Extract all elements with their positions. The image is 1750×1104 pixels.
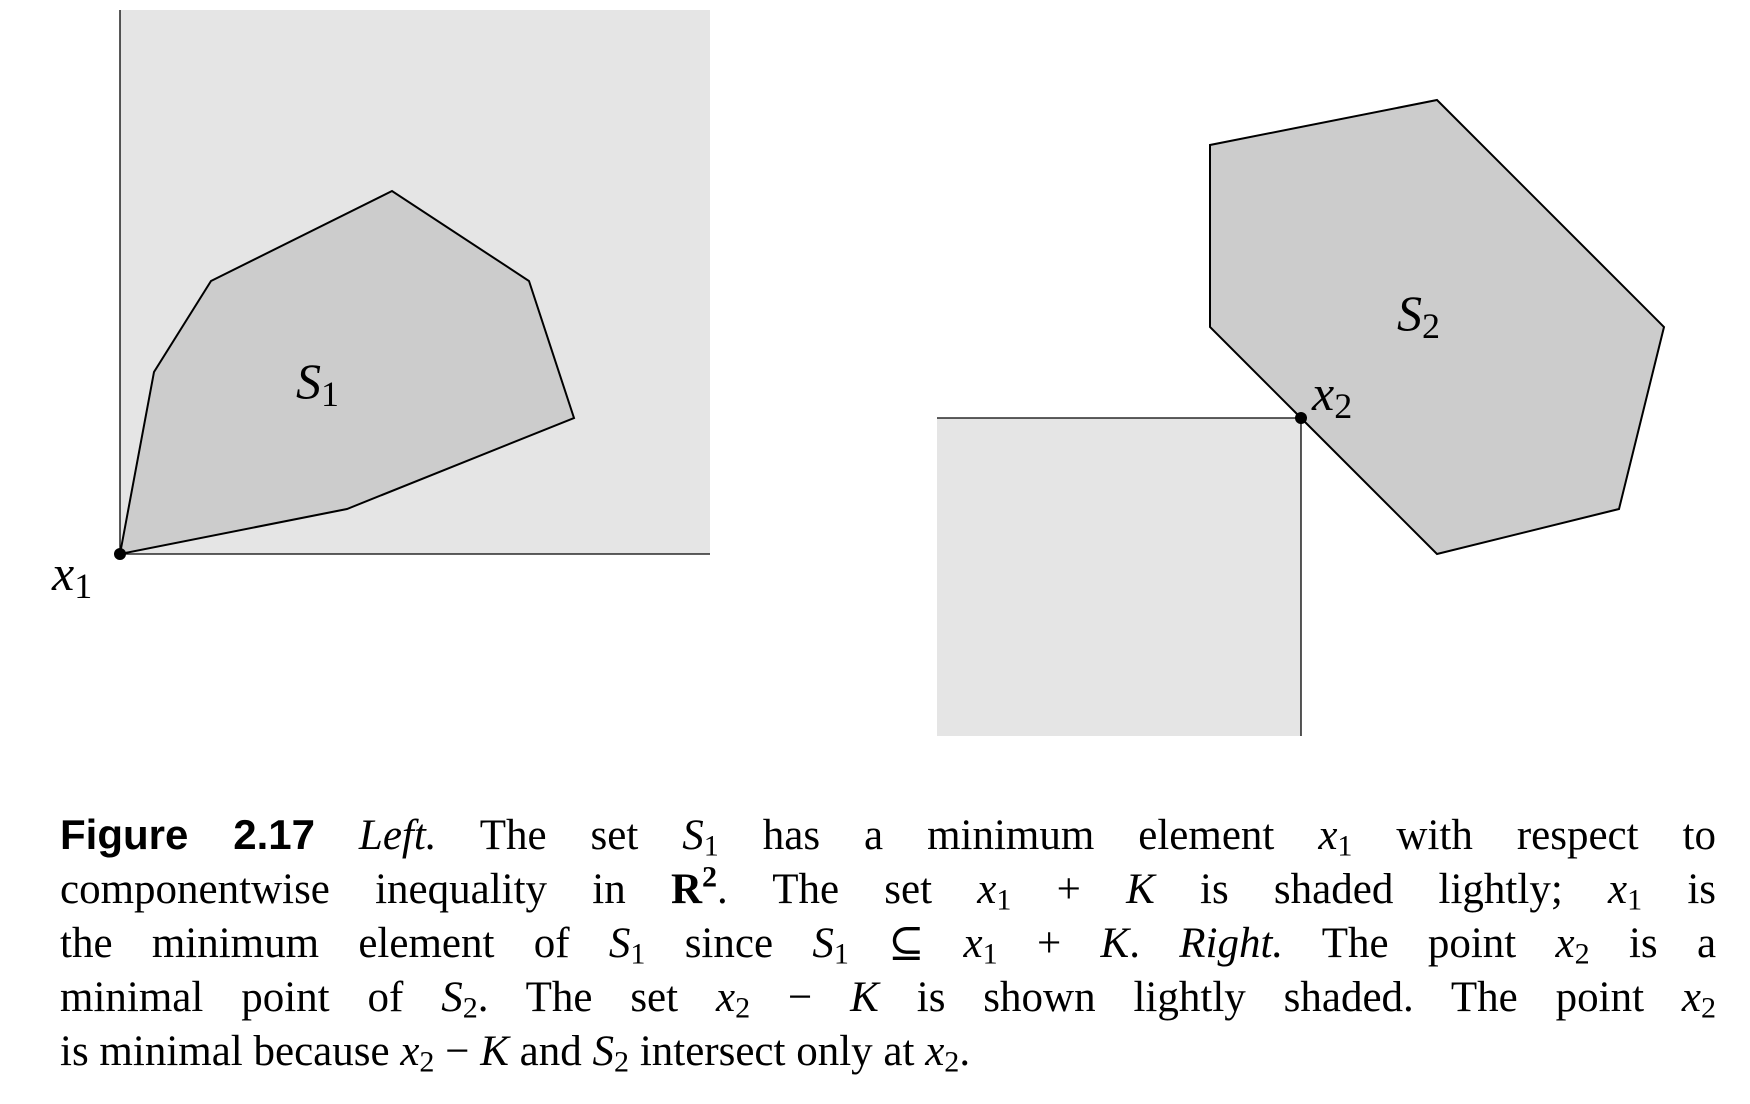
caption-text: is a [1628, 920, 1717, 967]
caption-text: since [684, 920, 774, 967]
math-minus: − [788, 974, 813, 1021]
math-x: x [925, 1028, 945, 1075]
math-x2 [1555, 920, 1590, 971]
caption-text: The set [479, 812, 639, 859]
caption-text: The point [1321, 920, 1517, 967]
caption-text: is [1687, 866, 1717, 913]
math-sub: 1 [1337, 828, 1353, 863]
math-K-end [1101, 920, 1140, 967]
math-x1 [1318, 812, 1353, 863]
math-sub: 1 [833, 936, 849, 971]
math-S2 [592, 1028, 630, 1079]
math-sub: 2 [735, 990, 751, 1025]
math-sub: 1 [982, 936, 998, 971]
math-S1 [608, 920, 646, 971]
point-x2-label-base: x [1312, 365, 1335, 421]
math-subseteq: ⊆ [888, 920, 925, 967]
math-K: K [1100, 920, 1130, 967]
math-S: S [608, 920, 631, 967]
math-K: K [1126, 866, 1155, 913]
caption-text: the minimum element of [60, 920, 570, 967]
x2-minus-K-shaded-region [937, 418, 1301, 736]
set-S2-label-base: S [1397, 285, 1422, 341]
figure-caption [60, 808, 1716, 1079]
math-x: x [1555, 920, 1575, 967]
math-S: S [441, 974, 463, 1021]
math-plus: + [1056, 866, 1081, 913]
caption-text: minimal point of [60, 974, 404, 1021]
caption-text: has a minimum element [762, 812, 1275, 859]
caption-line-2 [60, 859, 1717, 917]
point-x2-label-sub: 2 [1334, 386, 1353, 426]
math-x2 [715, 974, 751, 1025]
math-x: x [715, 974, 736, 1021]
math-x: x [1318, 812, 1338, 859]
math-S: S [682, 812, 704, 859]
caption-text: with respect to [1396, 812, 1716, 859]
caption-period: . [959, 1028, 971, 1075]
caption-left-tag: Left. [358, 812, 437, 859]
math-sub: 2 [419, 1044, 435, 1079]
math-x2 [400, 1028, 435, 1079]
caption-right-tag: Right. [1179, 920, 1284, 967]
point-x2-dot [1295, 412, 1307, 424]
math-S1 [812, 920, 849, 971]
caption-text: componentwise inequality in [60, 866, 626, 913]
math-S: S [812, 920, 834, 967]
math-sub: 1 [703, 828, 719, 863]
math-S: S [592, 1028, 615, 1075]
caption-text: . The set [717, 866, 933, 913]
math-x2 [925, 1028, 960, 1079]
right-panel [937, 100, 1664, 736]
math-sup: 2 [702, 859, 718, 894]
math-x: x [1681, 974, 1702, 1021]
math-x: x [1608, 866, 1628, 913]
math-x: x [400, 1028, 420, 1075]
math-R-letter: R [670, 866, 702, 913]
math-R [670, 859, 718, 913]
math-K: K [850, 974, 879, 1021]
set-S2-label-sub: 2 [1422, 306, 1440, 346]
point-x1-dot [114, 548, 126, 560]
math-x2 [1681, 974, 1717, 1025]
caption-line-3 [60, 917, 1716, 971]
math-sub: 2 [1701, 990, 1717, 1025]
caption-period: . [1129, 920, 1140, 967]
math-x1 [977, 866, 1012, 917]
math-sub: 1 [630, 936, 646, 971]
caption-text: is shaded lightly; [1200, 866, 1563, 913]
point-x1-label-sub: 1 [74, 566, 93, 606]
math-sub: 1 [996, 882, 1012, 917]
caption-text: is minimal because [60, 1028, 390, 1075]
caption-text: is shown lightly shaded. The point [916, 974, 1645, 1021]
math-S2 [441, 974, 478, 1025]
math-sub: 2 [462, 990, 478, 1025]
figure-number: Figure 2.17 [60, 811, 315, 858]
math-sub: 2 [944, 1044, 960, 1079]
math-x1 [963, 920, 998, 971]
caption-text: and [519, 1028, 582, 1075]
math-S1 [682, 812, 719, 863]
math-minus: − [445, 1028, 470, 1075]
caption-text: . The set [477, 974, 679, 1021]
math-x1 [1608, 866, 1643, 917]
point-x1-label [51, 545, 92, 606]
math-K: K [480, 1028, 509, 1075]
set-S1-label-sub: 1 [321, 374, 339, 414]
point-x1-label-base: x [52, 545, 75, 601]
math-plus: + [1036, 920, 1062, 967]
math-sub: 2 [614, 1044, 630, 1079]
math-x: x [977, 866, 997, 913]
caption-line-5 [60, 1025, 1716, 1079]
math-x: x [963, 920, 983, 967]
caption-line-4 [60, 971, 1716, 1025]
left-panel [51, 10, 710, 606]
set-S1-label-base: S [296, 353, 321, 409]
math-sub: 2 [1574, 936, 1590, 971]
caption-line-1 [60, 808, 1716, 863]
caption-text: intersect only at [639, 1028, 915, 1075]
math-sub: 1 [1627, 882, 1643, 917]
